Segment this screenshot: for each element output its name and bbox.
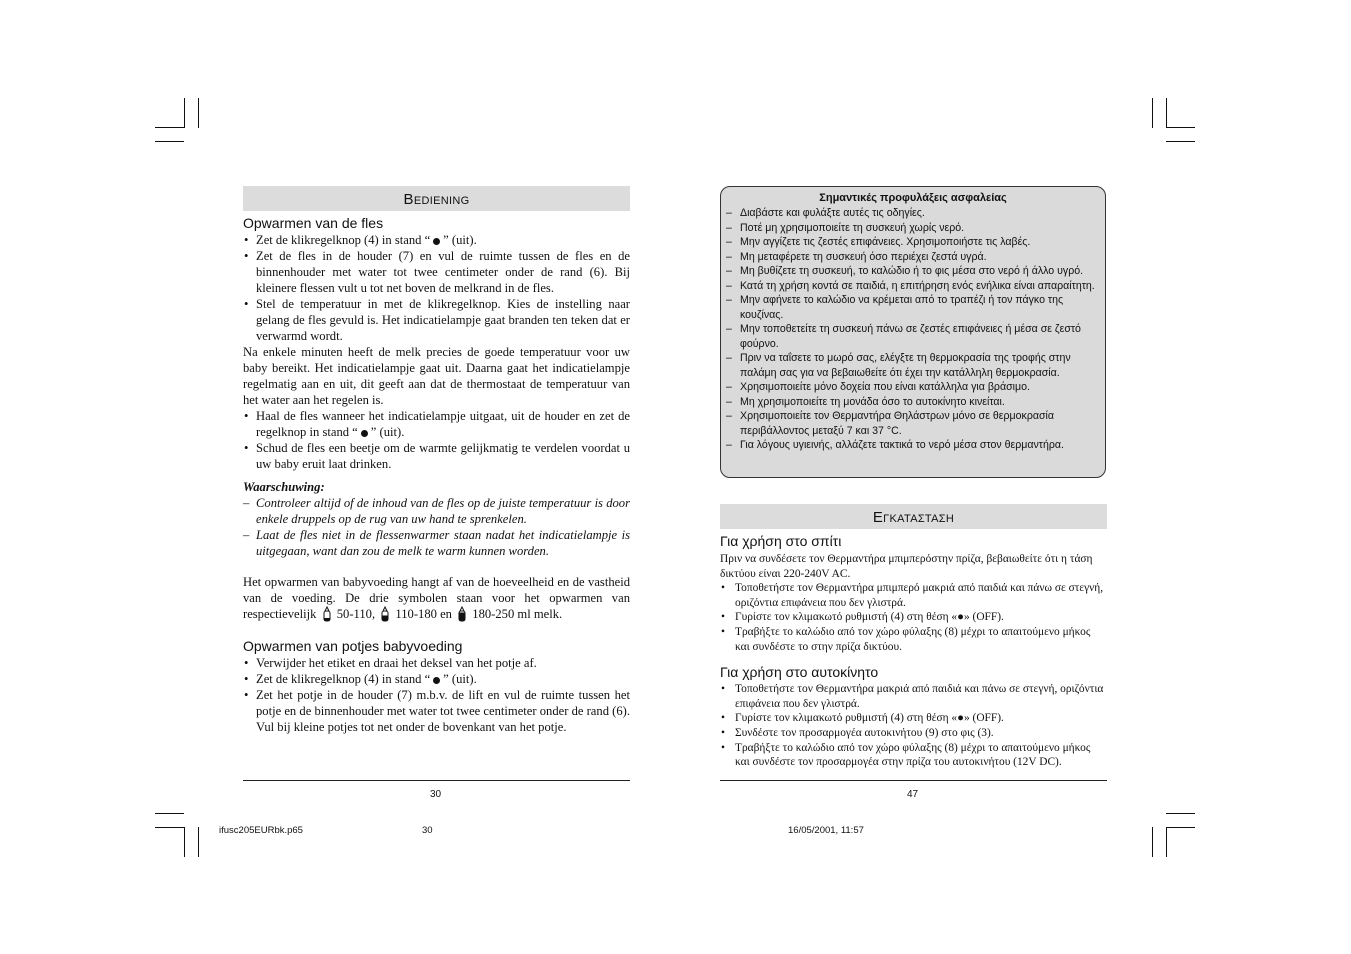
footer-datetime: 16/05/2001, 11:57 bbox=[788, 825, 864, 836]
right-page-number: 47 bbox=[907, 789, 919, 800]
section-title-bediening: Bediening bbox=[243, 186, 630, 211]
list-item: • Zet de fles in de houder (7) en vul de ruimte tussen de fles en de binnenhouder met water tot twee centimeter onder de rand (6). Bij kleinere flessen vult u tot net boven de melkrand in de fles. bbox=[243, 248, 630, 296]
safety-precautions-box bbox=[720, 186, 1106, 478]
list-item: • Zet de klikregelknop (4) in stand “ ” (uit). bbox=[243, 232, 630, 248]
paragraph: Na enkele minuten heeft de melk precies de goede temperatuur voor uw baby bereikt. Het indicatielampje gaat uit. Daarna gaat het indicatielampje regelmatig aan en uit, dit geeft aan dat de thermostaat de temperatuur van het water aan het regelen is. bbox=[243, 345, 630, 407]
list-item: • Zet het potje in de houder (7) m.b.v. de lift en vul de ruimte tussen het potje en de binnenhouder met water tot twee centimeter onder de rand (6). Vul bij kleine potjes tot net onder de bovenkant van het potje. bbox=[243, 687, 630, 735]
car-use-text bbox=[720, 682, 1107, 770]
list-item: • Stel de temperatuur in met de klikregelknop. Kies de instelling naar gelang de fles gevuld is. Het indicatielampje gaat branden ten teken dat er verwarmd wordt. bbox=[243, 296, 630, 344]
warning-list bbox=[243, 495, 630, 559]
list-item: • Haal de fles wanneer het indicatielampje uitgaat, uit de houder en zet de regelknop in stand “ ” (uit). bbox=[243, 408, 630, 440]
list-item: • Τοποθετήστε τον Θερμαντήρα μακριά από παιδιά και πάνω σε στεγνή, οριζόντια επιφάνεια που δεν γλιστρά. bbox=[720, 682, 1107, 711]
bottle-instructions bbox=[243, 232, 630, 472]
safety-item: – Πριν να ταΐσετε το μωρό σας, ελέγξτε τη θερμοκρασία της τροφής στην παλάμη σας για να βεβαιωθείτε ότι έχει την κατάλληλη θερμοκρασία. bbox=[725, 351, 1101, 380]
safety-item: – Μη μεταφέρετε τη συσκευή όσο περιέχει ζεστά υγρά. bbox=[725, 250, 1101, 265]
left-page-column bbox=[243, 186, 630, 735]
safety-item: – Μην τοποθετείτε τη συσκευή πάνω σε ζεστές επιφάνειες ή μέσα σε ζεστό φούρνο. bbox=[725, 322, 1101, 351]
list-item: • Verwijder het etiket en draai het deksel van het potje af. bbox=[243, 655, 630, 671]
bottle-medium-icon bbox=[381, 606, 389, 622]
left-page-number: 30 bbox=[430, 789, 442, 800]
list-item: • Γυρίστε τον κλιμακωτό ρυθμιστή (4) στη θέση «●» (OFF). bbox=[720, 610, 1107, 625]
subheading-home-use: Για χρήση στο σπίτι bbox=[720, 533, 842, 549]
safety-item: – Διαβάστε και φυλάξτε αυτές τις οδηγίες. bbox=[725, 206, 1101, 221]
safety-item: – Για λόγους υγιεινής, αλλάζετε τακτικά το νερό μέσα στον θερμαντήρα. bbox=[725, 438, 1101, 453]
section-title-installation: Εγκατασταση bbox=[720, 504, 1107, 529]
footer-page: 30 bbox=[422, 825, 433, 836]
paragraph-symbols: Het opwarmen van babyvoeding hangt af van de hoeveelheid en de vastheid van de voeding. De drie symbolen staan voor het opwarmen van respectievelijk 50-110, 110-180 en 180-250 ml melk. bbox=[243, 575, 630, 621]
footer-filename: ifusc205EURbk.p65 bbox=[219, 825, 303, 836]
safety-item: – Ποτέ μη χρησιμοποιείτε τη συσκευή χωρίς νερό. bbox=[725, 221, 1101, 236]
home-use-text bbox=[720, 552, 1107, 654]
list-item: • Schud de fles een beetje om de warmte gelijkmatig te verdelen voordat u uw baby eruit laat drinken. bbox=[243, 440, 630, 472]
list-item: • Τραβήξτε το καλώδιο από τον χώρο φύλαξης (8) μέχρι το απαιτούμενο μήκος και συνδέστε τον προσαρμογέα στην πρίζα του αυτοκινήτου (12V DC). bbox=[720, 741, 1107, 770]
bottle-small-icon bbox=[323, 606, 331, 622]
paragraph: Πριν να συνδέσετε τον Θερμαντήρα μπιμπερόστην πρίζα, βεβαιωθείτε ότι η τάση δικτύου είναι 220-240V AC. bbox=[720, 553, 1093, 580]
list-item: • Zet de klikregelknop (4) in stand “ ” (uit). bbox=[243, 671, 630, 687]
safety-item: – Κατά τη χρήση κοντά σε παιδιά, η επιτήρηση ενός ενήλικα είναι απαραίτητη. bbox=[725, 279, 1101, 294]
jar-instructions bbox=[243, 655, 630, 735]
safety-list bbox=[721, 206, 1105, 453]
list-item: • Γυρίστε τον κλιμακωτό ρυθμιστή (4) στη θέση «●» (OFF). bbox=[720, 711, 1107, 726]
right-page-column bbox=[720, 504, 1107, 770]
off-dot-icon bbox=[361, 430, 368, 437]
list-item: • Τοποθετήστε τον Θερμαντήρα μπιμπερό μακριά από παιδιά και πάνω σε στεγνή, οριζόντια επιφάνεια που δεν γλιστρά. bbox=[720, 581, 1107, 610]
warning-item: – Laat de fles niet in de flessenwarmer staan nadat het indicatielampje is uitgegaan, want dan zou de melk te warm kunnen worden. bbox=[243, 527, 630, 559]
safety-item: – Μη χρησιμοποιείτε τη μονάδα όσο το αυτοκίνητο κινείται. bbox=[725, 395, 1101, 410]
subheading-potjes: Opwarmen van potjes babyvoeding bbox=[243, 638, 463, 654]
warning-title: Waarschuwing: bbox=[243, 480, 325, 494]
bottle-large-icon bbox=[458, 606, 466, 622]
off-dot-icon bbox=[433, 677, 440, 684]
right-footer-rule bbox=[720, 780, 1107, 781]
left-footer-rule bbox=[243, 780, 630, 781]
safety-box-title: Σημαντικές προφυλάξεις ασφαλείας bbox=[819, 192, 1007, 204]
off-dot-icon bbox=[433, 238, 440, 245]
list-item: • Συνδέστε τον προσαρμογέα αυτοκινήτου (9) στο φις (3). bbox=[720, 726, 1107, 741]
warning-item: – Controleer altijd of de inhoud van de fles op de juiste temperatuur is door enkele druppels op de rug van uw hand te sprenkelen. bbox=[243, 495, 630, 527]
safety-item: – Μη βυθίζετε τη συσκευή, το καλώδιο ή το φις μέσα στο νερό ή άλλο υγρό. bbox=[725, 264, 1101, 279]
subheading-opwarmen-fles: Opwarmen van de fles bbox=[243, 215, 384, 231]
subheading-car-use: Για χρήση στο αυτοκίνητο bbox=[720, 664, 879, 681]
safety-item: – Μην αγγίζετε τις ζεστές επιφάνειες. Χρησιμοποιήστε τις λαβές. bbox=[725, 235, 1101, 250]
safety-item: – Χρησιμοποιείτε μόνο δοχεία που είναι κατάλληλα για βράσιμο. bbox=[725, 380, 1101, 395]
safety-item: – Χρησιμοποιείτε τον Θερμαντήρα Θηλάστρων μόνο σε θερμοκρασία περιβάλλοντος μεταξύ 7 και 37 °C. bbox=[725, 409, 1101, 438]
list-item: • Τραβήξτε το καλώδιο από τον χώρο φύλαξης (8) μέχρι το απαιτούμενο μήκος και συνδέστε το στην πρίζα δικτύου. bbox=[720, 625, 1107, 654]
safety-item: – Μην αφήνετε το καλώδιο να κρέμεται από το τραπέζι ή τον πάγκο της κουζίνας. bbox=[725, 293, 1101, 322]
